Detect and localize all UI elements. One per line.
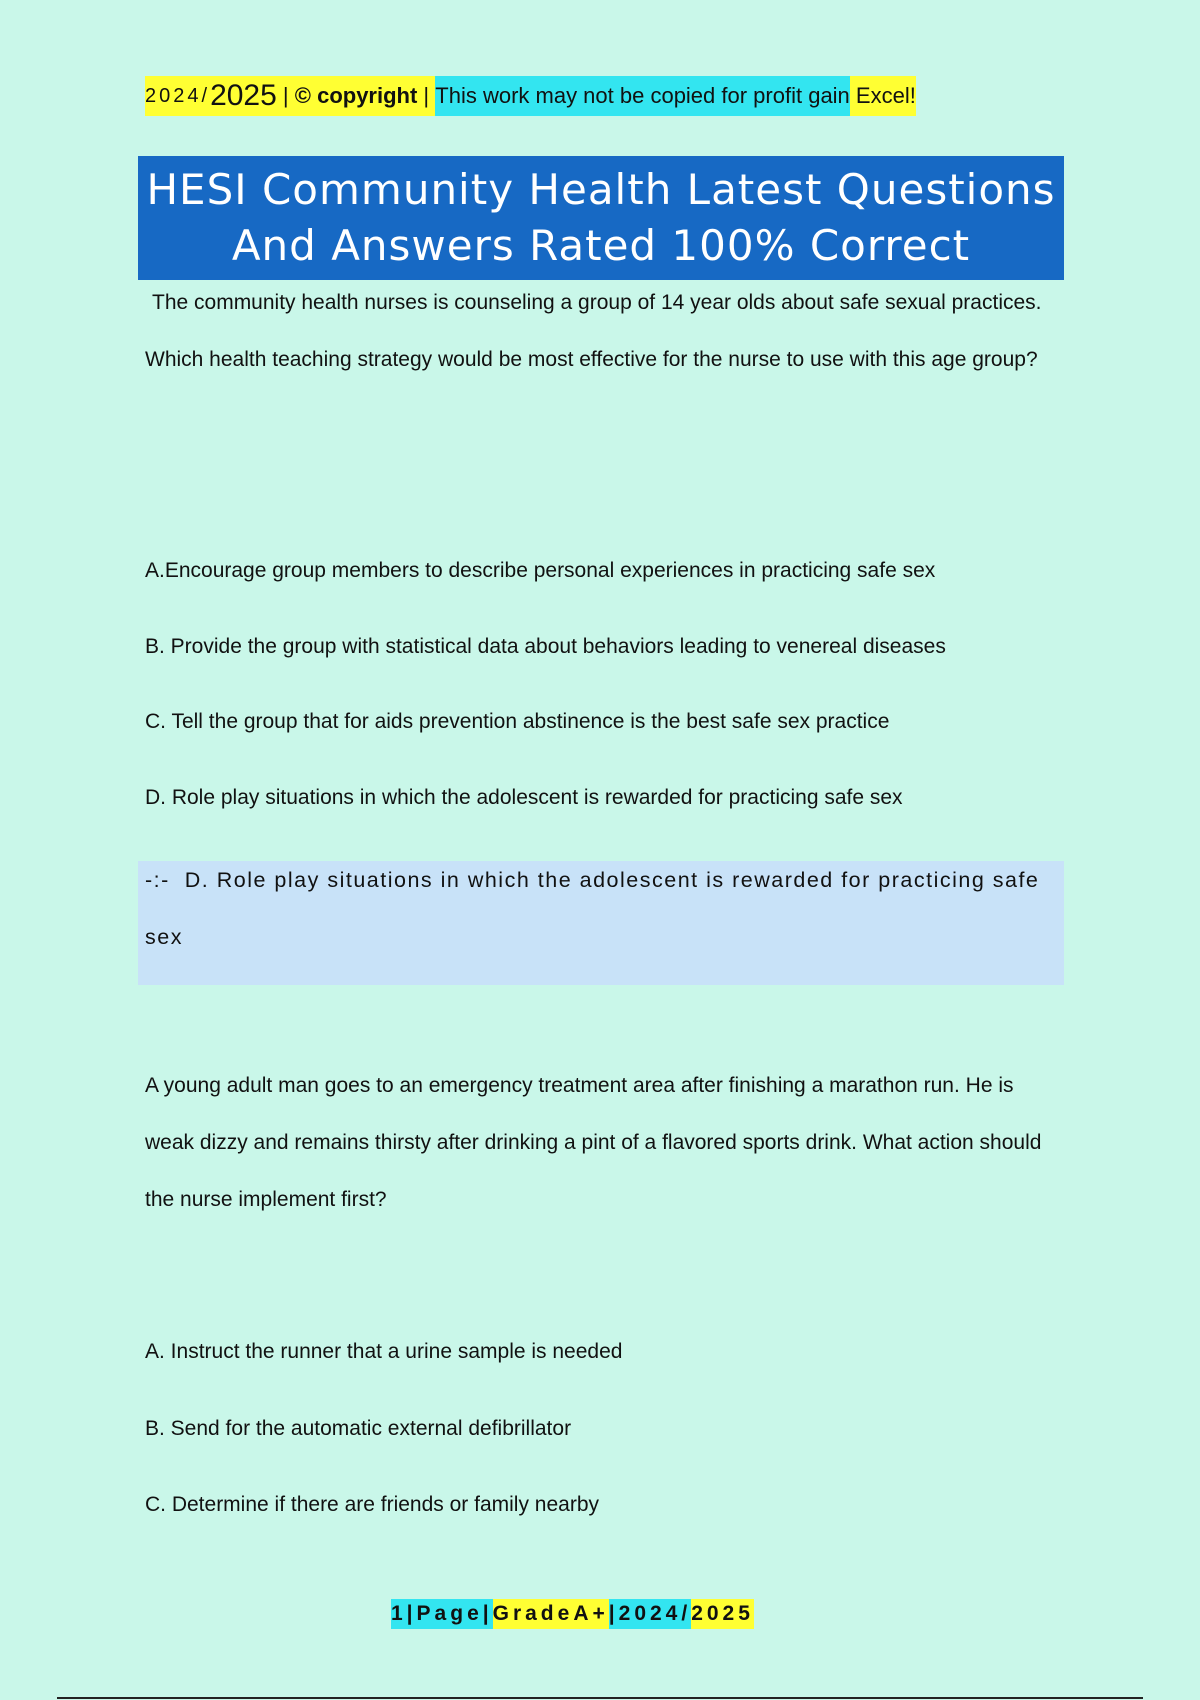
question-2-option-b: B. Send for the automatic external defibrillator: [145, 1417, 572, 1440]
footer-year-2: 2025: [691, 1599, 754, 1629]
question-1-option-c: C. Tell the group that for aids prevention abstinence is the best safe sex practice: [145, 710, 890, 733]
title-line-1: HESI Community Health Latest Questions: [146, 165, 1056, 214]
question-1-option-d: D. Role play situations in which the adolescent is rewarded for practicing safe sex: [145, 786, 903, 809]
header-year-prefix: 2024/: [145, 84, 211, 107]
footer-page: 1|Page|: [391, 1599, 493, 1629]
header-copyright: © copyright: [294, 83, 418, 108]
bottom-divider: [57, 1697, 1143, 1699]
header-excel: Excel!: [850, 76, 916, 116]
header-sep2: |: [417, 83, 436, 108]
copyright-header: [145, 76, 916, 116]
question-2-option-a: A. Instruct the runner that a urine sample is needed: [145, 1340, 623, 1363]
question-1-option-b: B. Provide the group with statistical data about behaviors leading to venereal diseases: [145, 635, 946, 658]
question-1-answer: -:- D. Role play situations in which the adolescent is rewarded for practicing safe sex: [145, 868, 1047, 949]
document-title: [138, 156, 1064, 280]
question-1-stem: The community health nurses is counseling a group of 14 year olds about safe sexual practices. Which health teaching strategy would be most effective for the nurse to use with this age group?: [145, 291, 1042, 371]
footer-year-1: 2024/: [619, 1599, 692, 1629]
question-1-option-a: A.Encourage group members to describe personal experiences in practicing safe sex: [145, 559, 936, 582]
footer-grade: GradeA+: [493, 1599, 609, 1629]
header-year-big: 2025: [210, 79, 277, 112]
page-footer: [391, 1599, 754, 1629]
question-2-option-c: C. Determine if there are friends or family nearby: [145, 1493, 600, 1516]
header-notice: This work may not be copied for profit gain: [435, 76, 850, 116]
question-2-stem: A young adult man goes to an emergency treatment area after finishing a marathon run. He is weak dizzy and remains thirsty after drinking a pint of a flavored sports drink. What action should the nurse implement first?: [145, 1074, 1042, 1211]
title-line-2: And Answers Rated 100% Correct: [231, 221, 971, 270]
footer-sep: |: [609, 1599, 619, 1629]
header-year-highlight: [145, 76, 435, 116]
header-sep: |: [276, 83, 295, 108]
